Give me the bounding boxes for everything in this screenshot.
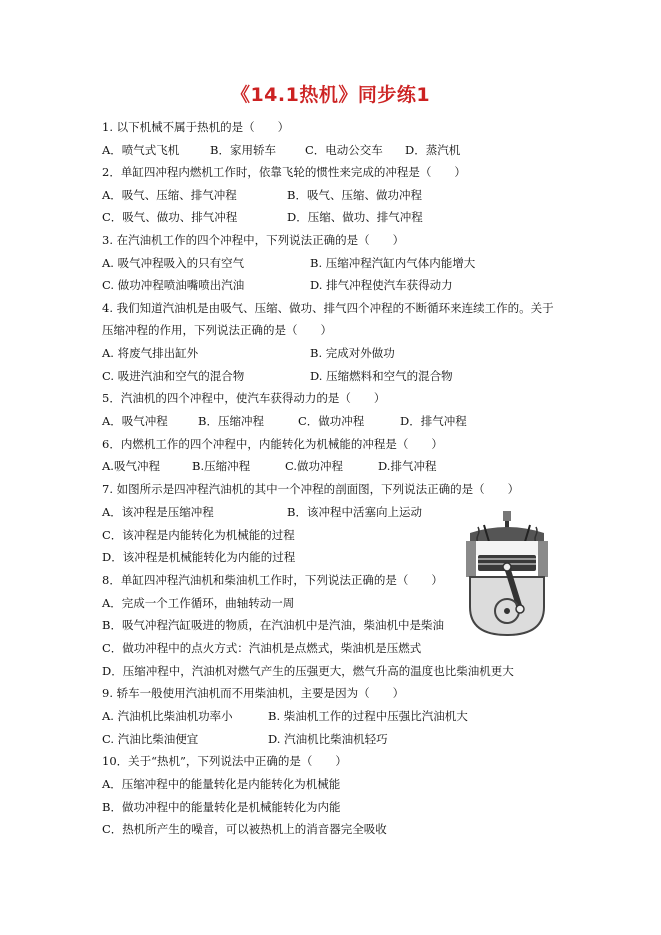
question-4-option-d: D. 压缩燃料和空气的混合物 <box>310 369 453 383</box>
question-9-option-d: D. 汽油机比柴油机轻巧 <box>268 732 388 746</box>
question-7-option-b: B．该冲程中活塞向上运动 <box>287 505 422 519</box>
question-1-option-a: A．喷气式飞机 <box>102 143 180 157</box>
question-6-option-c: C.做功冲程 <box>285 459 344 473</box>
question-4-option-c: C. 吸进汽油和空气的混合物 <box>102 369 245 383</box>
page-title: 《14.1热机》同步练1 <box>230 84 431 106</box>
question-2-option-b: B．吸气、压缩、做功冲程 <box>287 188 422 202</box>
question-5-option-d: D．排气冲程 <box>400 414 467 428</box>
question-3-option-b: B. 压缩冲程汽缸内气体内能增大 <box>310 256 476 270</box>
question-9-option-a: A. 汽油机比柴油机功率小 <box>102 709 233 723</box>
question-10-option-b: B．做功冲程中的能量转化是机械能转化为内能 <box>102 800 341 814</box>
question-4-option-b: B. 完成对外做功 <box>310 346 395 360</box>
question-2-option-a: A．吸气、压缩、排气冲程 <box>102 188 237 202</box>
question-7-stem: 7. 如图所示是四冲程汽油机的其中一个冲程的剖面图，下列说法正确的是（ ） <box>102 482 520 496</box>
question-10-option-c: C．热机所产生的噪音，可以被热机上的消音器完全吸收 <box>102 822 387 836</box>
question-4-stem-line-1: 4. 我们知道汽油机是由吸气、压缩、做功、排气四个冲程的不断循环来连续工作的。关于 <box>102 301 554 315</box>
question-5-option-b: B．压缩冲程 <box>198 414 264 428</box>
question-3-option-a: A. 吸气冲程吸入的只有空气 <box>102 256 245 270</box>
question-5-stem: 5．汽油机的四个冲程中，使汽车获得动力的是（ ） <box>102 391 386 405</box>
question-5-option-c: C．做功冲程 <box>298 414 365 428</box>
question-6-option-a: A.吸气冲程 <box>102 459 160 473</box>
question-4-option-a: A. 将废气排出缸外 <box>102 346 199 360</box>
question-6-option-b: B.压缩冲程 <box>192 459 251 473</box>
question-8-option-d: D．压缩冲程中，汽油机对燃气产生的压强更大，燃气升高的温度也比柴油机更大 <box>102 664 514 678</box>
question-3-stem: 3. 在汽油机工作的四个冲程中，下列说法正确的是（ ） <box>102 233 405 247</box>
question-7-option-c: C．该冲程是内能转化为机械能的过程 <box>102 528 295 542</box>
question-7-option-a: A．该冲程是压缩冲程 <box>102 505 214 519</box>
question-6-stem: 6．内燃机工作的四个冲程中，内能转化为机械能的冲程是（ ） <box>102 437 443 451</box>
question-8-stem: 8．单缸四冲程汽油机和柴油机工作时，下列说法正确的是（ ） <box>102 573 443 587</box>
question-1-option-d: D．蒸汽机 <box>405 143 461 157</box>
question-8-option-c: C．做功冲程中的点火方式：汽油机是点燃式，柴油机是压燃式 <box>102 641 422 655</box>
question-1-option-b: B．家用轿车 <box>210 143 276 157</box>
question-9-stem: 9. 轿车一般使用汽油机而不用柴油机，主要是因为（ ） <box>102 686 405 700</box>
question-9-option-b: B. 柴油机工作的过程中压强比汽油机大 <box>268 709 468 723</box>
question-8-option-a: A．完成一个工作循环，曲轴转动一周 <box>102 596 295 610</box>
question-2-option-c: C．吸气、做功、排气冲程 <box>102 210 238 224</box>
question-8-option-b: B．吸气冲程汽缸吸进的物质，在汽油机中是汽油，柴油机中是柴油 <box>102 618 444 632</box>
question-9-option-c: C. 汽油比柴油便宜 <box>102 732 199 746</box>
question-3-option-d: D. 排气冲程使汽车获得动力 <box>310 278 453 292</box>
question-1-option-c: C．电动公交车 <box>305 143 383 157</box>
question-5-option-a: A．吸气冲程 <box>102 414 168 428</box>
question-1-stem: 1. 以下机械不属于热机的是（ ） <box>102 120 290 134</box>
question-7-option-d: D．该冲程是机械能转化为内能的过程 <box>102 550 296 564</box>
question-4-stem-line-2: 压缩冲程的作用，下列说法正确的是（ ） <box>102 323 332 337</box>
question-2-option-d: D．压缩、做功、排气冲程 <box>287 210 423 224</box>
question-6-option-d: D.排气冲程 <box>378 459 437 473</box>
question-3-option-c: C. 做功冲程喷油嘴喷出汽油 <box>102 278 245 292</box>
engine-cross-section-icon <box>462 511 552 637</box>
question-2-stem: 2．单缸四冲程内燃机工作时，依靠飞轮的惯性来完成的冲程是（ ） <box>102 165 466 179</box>
question-10-option-a: A．压缩冲程中的能量转化是内能转化为机械能 <box>102 777 341 791</box>
question-10-stem: 10．关于“热机”，下列说法中正确的是（ ） <box>102 754 347 768</box>
